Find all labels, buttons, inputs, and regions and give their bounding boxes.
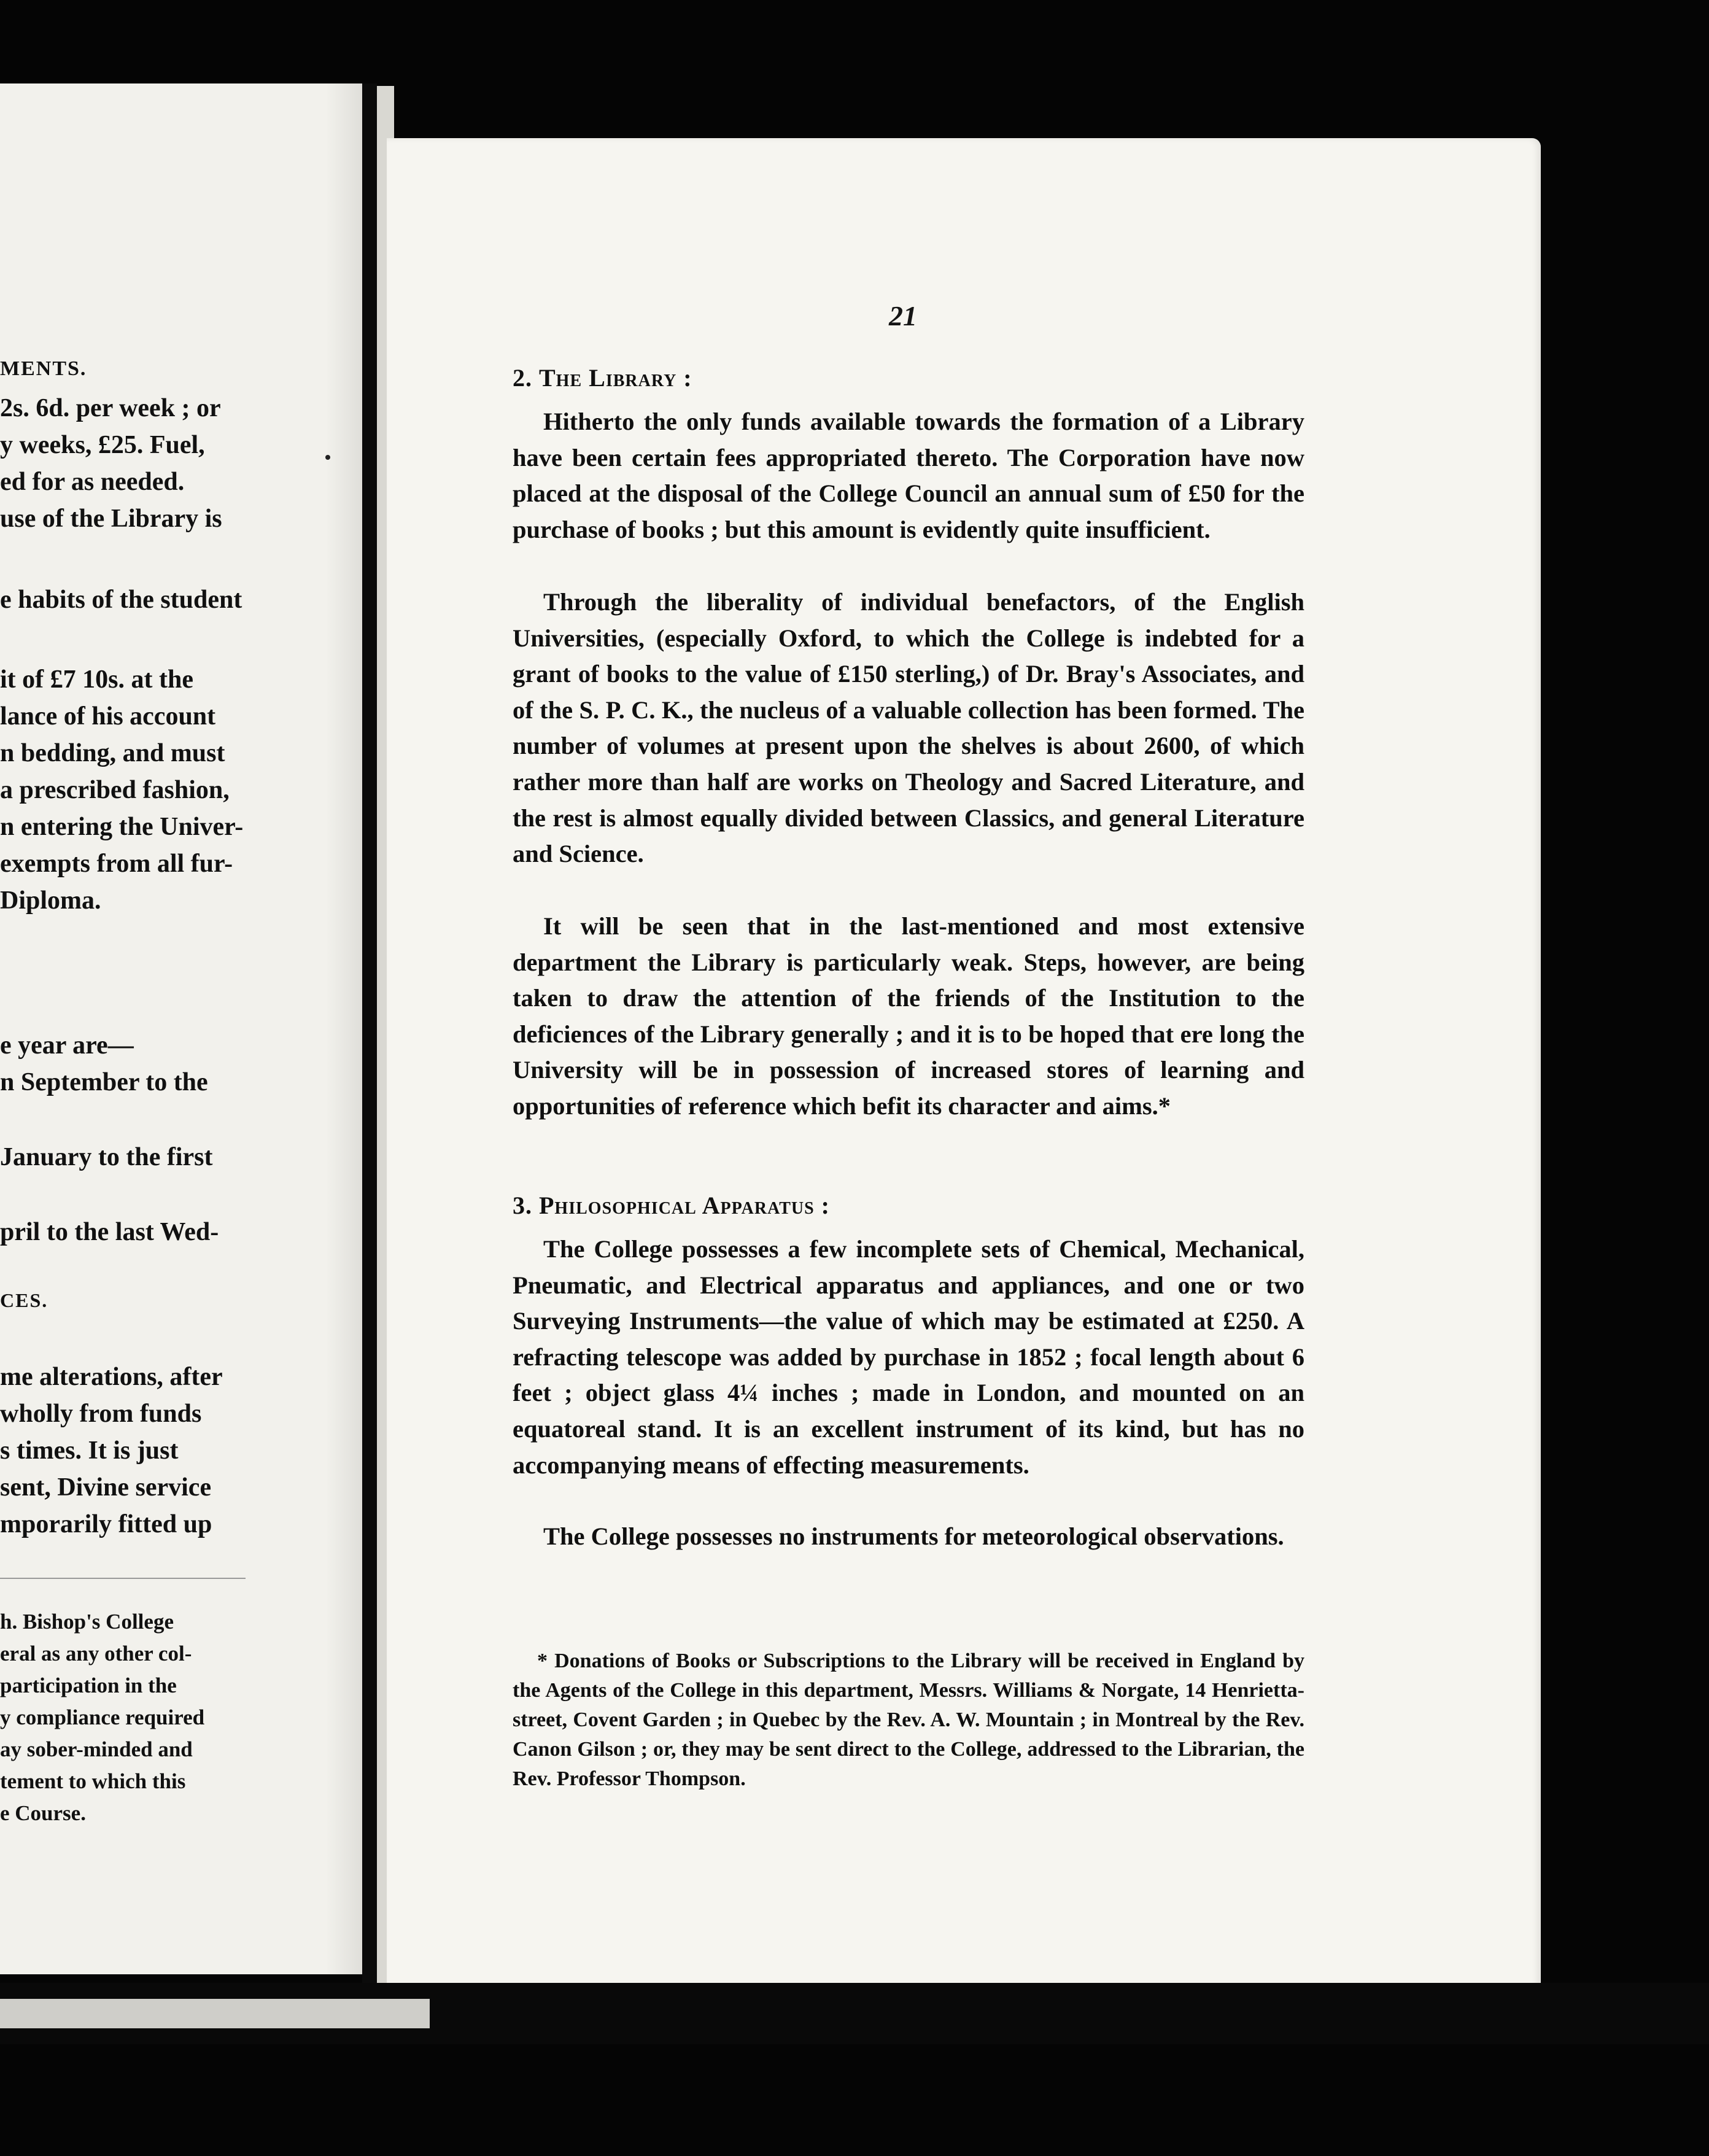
left-line: 2s. 6d. per week ; or — [0, 394, 221, 422]
left-line: y weeks, £25. Fuel, — [0, 431, 205, 459]
library-paragraph: Hitherto the only funds available towards the formation of a Library have been certain fees appropriated thereto. The Corporation have now placed at the disposal of the College Council an annual sum of £50 for the purchase of books ; but this amount is evidently quite insufficient. — [513, 408, 1304, 543]
left-line: sent, Divine service — [0, 1473, 212, 1502]
left-note-line: h. Bishop's College — [0, 1610, 174, 1634]
left-line: Diploma. — [0, 886, 101, 915]
left-line: wholly from funds — [0, 1400, 202, 1428]
left-line: s times. It is just — [0, 1437, 179, 1465]
left-note-line: participation in the — [0, 1673, 177, 1697]
page-stack-edge — [0, 1999, 430, 2028]
left-line: pril to the last Wed- — [0, 1218, 219, 1246]
left-line: mporarily fitted up — [0, 1510, 212, 1538]
left-note-line: tement to which this — [0, 1769, 186, 1793]
section-title: The Library : — [539, 364, 692, 392]
page-gutter — [362, 83, 377, 1993]
section-number: 2. — [513, 364, 532, 392]
left-note-line: ay sober-minded and — [0, 1737, 193, 1761]
left-line: me alterations, after — [0, 1363, 223, 1391]
left-line: exempts from all fur- — [0, 850, 233, 878]
left-line: e habits of the student — [0, 586, 242, 614]
left-line: e year are— — [0, 1031, 134, 1060]
section-number: 3. — [513, 1192, 532, 1219]
section-title: Philosophical Apparatus : — [539, 1192, 830, 1219]
left-line: MENTS. — [0, 357, 87, 380]
left-line: n September to the — [0, 1068, 208, 1096]
left-footnote-rule — [0, 1578, 246, 1579]
left-line: use of the Library is — [0, 505, 222, 533]
left-note-line: y compliance required — [0, 1705, 205, 1729]
left-line: ed for as needed. — [0, 468, 185, 496]
left-line: January to the first — [0, 1143, 213, 1171]
left-line: CES. — [0, 1289, 48, 1311]
apparatus-paragraph: The College possesses a few incomplete sets of Chemical, Mechanical, Pneumatic, and Electrical apparatus and appliances, and one or two Surveying Instruments—the value of which may be estimated at £250. A refracting telescope was added by purchase in 1852 ; focal length about 6 feet ; object glass 4¼ inches ; made in London, and mounted on an equatoreal stand. It is an excellent instrument of its kind, but has no accompanying means of effecting measurements. — [513, 1235, 1304, 1479]
left-line: n bedding, and must — [0, 739, 225, 767]
left-line: a prescribed fashion, — [0, 776, 230, 804]
footnote: * Donations of Books or Subscriptions to the Library will be received in England by the Agents of the College in this department, Messrs. Williams & Norgate, 14 Henrietta-street, Covent Garden ; in Quebec by the Rev. A. W. Mountain ; in Montreal by the Rev. Canon Gilson ; or, they may be sent direct to the College, addressed to the Librarian, the Rev. Professor Thompson. — [513, 1650, 1304, 1790]
left-line: lance of his account — [0, 702, 216, 731]
left-note-line: e Course. — [0, 1801, 86, 1825]
apparatus-paragraph: The College possesses no instruments for meteorological observations. — [543, 1522, 1284, 1550]
left-note-line: eral as any other col- — [0, 1642, 192, 1665]
left-page-fragment — [0, 83, 362, 1974]
stray-mark — [325, 455, 330, 460]
section-heading-library — [513, 363, 692, 392]
library-paragraph: It will be seen that in the last-mentioned and most extensive department the Library is particularly weak. Steps, however, are being taken to draw the attention of the friends of the Institution to the deficiences of the Library generally ; and it is to be hoped that ere long the University will be in possession of increased stores of learning and opportunities of reference which befit its character and aims.* — [513, 912, 1304, 1120]
left-line: it of £7 10s. at the — [0, 665, 193, 694]
page-number: 21 — [889, 300, 917, 332]
section-heading-apparatus — [513, 1191, 830, 1220]
library-paragraph: Through the liberality of individual benefactors, of the English Universities, (especially Oxford, to which the College is indebted for a grant of books to the value of £150 sterling,) of Dr. Bray's Associates, and of the S. P. C. K., the nucleus of a valuable collection has been formed. The number of volumes at present upon the shelves is about 2600, of which rather more than half are works on Theology and Sacred Literature, and the rest is almost equally divided between Classics, and general Literature and Science. — [513, 588, 1304, 868]
left-line: n entering the Univer- — [0, 813, 244, 841]
